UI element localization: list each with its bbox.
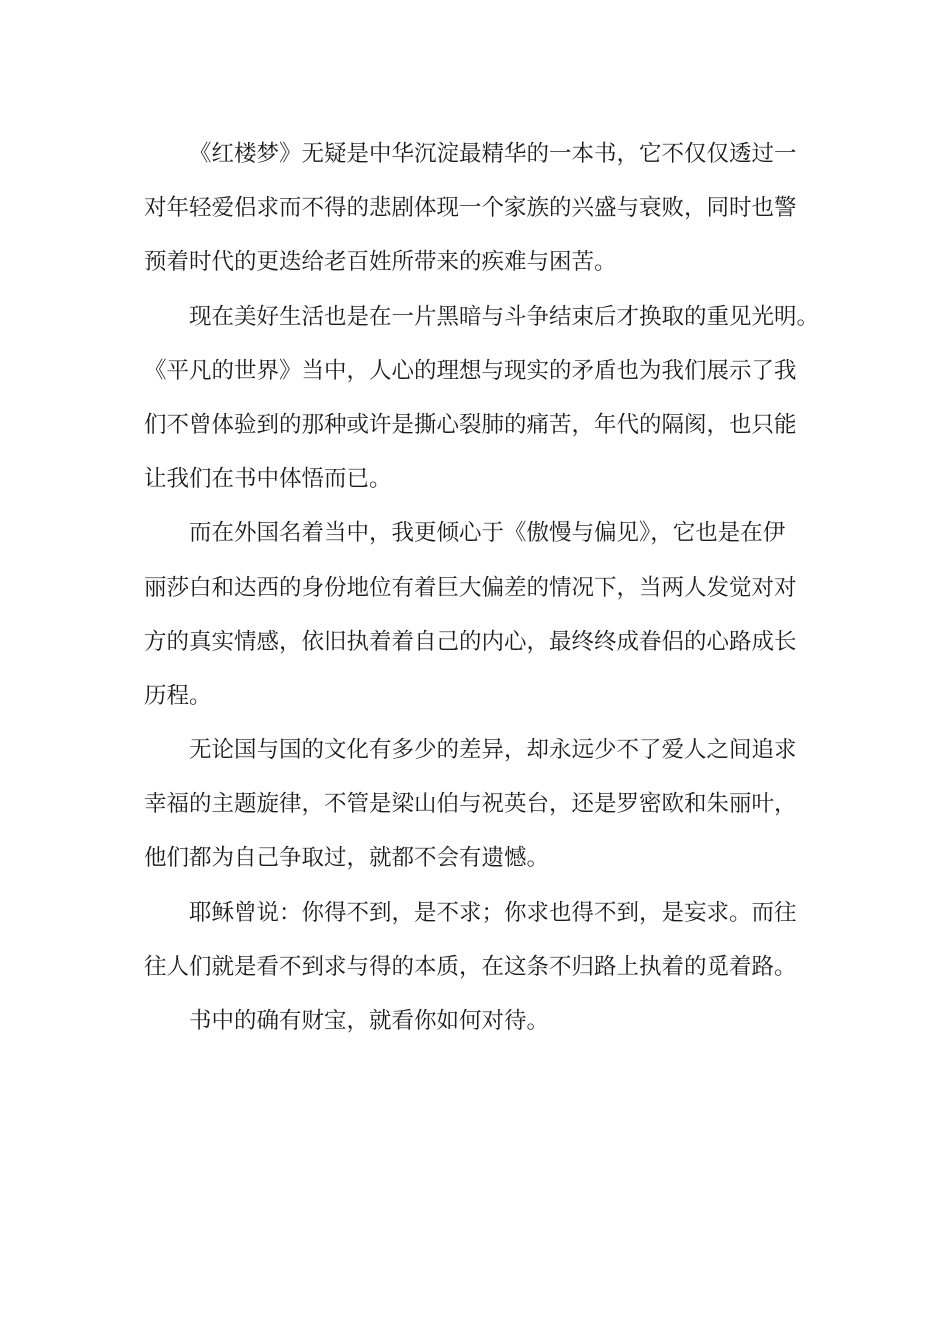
text-line-15: 耶稣曾说：你得不到，是不求；你求也得不到，是妄求。而往 [189, 899, 797, 926]
text-line-17: 书中的确有财宝，就看你如何对待。 [189, 1008, 550, 1034]
text-line-6: 们不曾体验到的那种或许是撕心裂肺的痛苦，年代的隔阂，也只能 [144, 411, 797, 438]
text-line-7: 让我们在书中体悟而已。 [144, 466, 392, 493]
text-line-1: 《红楼梦》无疑是中华沉淀最精华的一本书，它不仅仅透过一 [189, 141, 797, 167]
text-line-9: 丽莎白和达西的身份地位有着巨大偏差的情况下，当两人发觉对对 [144, 574, 797, 601]
text-line-16: 往人们就是看不到求与得的本质，在这条不归路上执着的觅着路。 [144, 953, 797, 980]
text-line-5: 《平凡的世界》当中，人心的理想与现实的矛盾也为我们展示了我 [144, 357, 797, 384]
text-line-2: 对年轻爱侣求而不得的悲剧体现一个家族的兴盛与衰败，同时也警 [144, 195, 797, 222]
text-line-10: 方的真实情感，依旧执着着自己的内心，最终终成眷侣的心路成长 [144, 628, 797, 655]
text-line-14: 他们都为自己争取过，就都不会有遗憾。 [144, 845, 550, 872]
text-line-8: 而在外国名着当中，我更倾心于《傲慢与偏见》，它也是在伊 [189, 520, 786, 547]
text-line-12: 无论国与国的文化有多少的差异，却永远少不了爱人之间追求 [189, 737, 797, 764]
text-line-11: 历程。 [144, 682, 212, 709]
text-line-3: 预着时代的更迭给老百姓所带来的疾难与困苦。 [144, 249, 617, 276]
text-line-4: 现在美好生活也是在一片黑暗与斗争结束后才换取的重见光明。 [189, 303, 820, 330]
document-body [144, 127, 820, 1048]
text-line-13: 幸福的主题旋律，不管是梁山伯与祝英台，还是罗密欧和朱丽叶， [144, 791, 797, 818]
